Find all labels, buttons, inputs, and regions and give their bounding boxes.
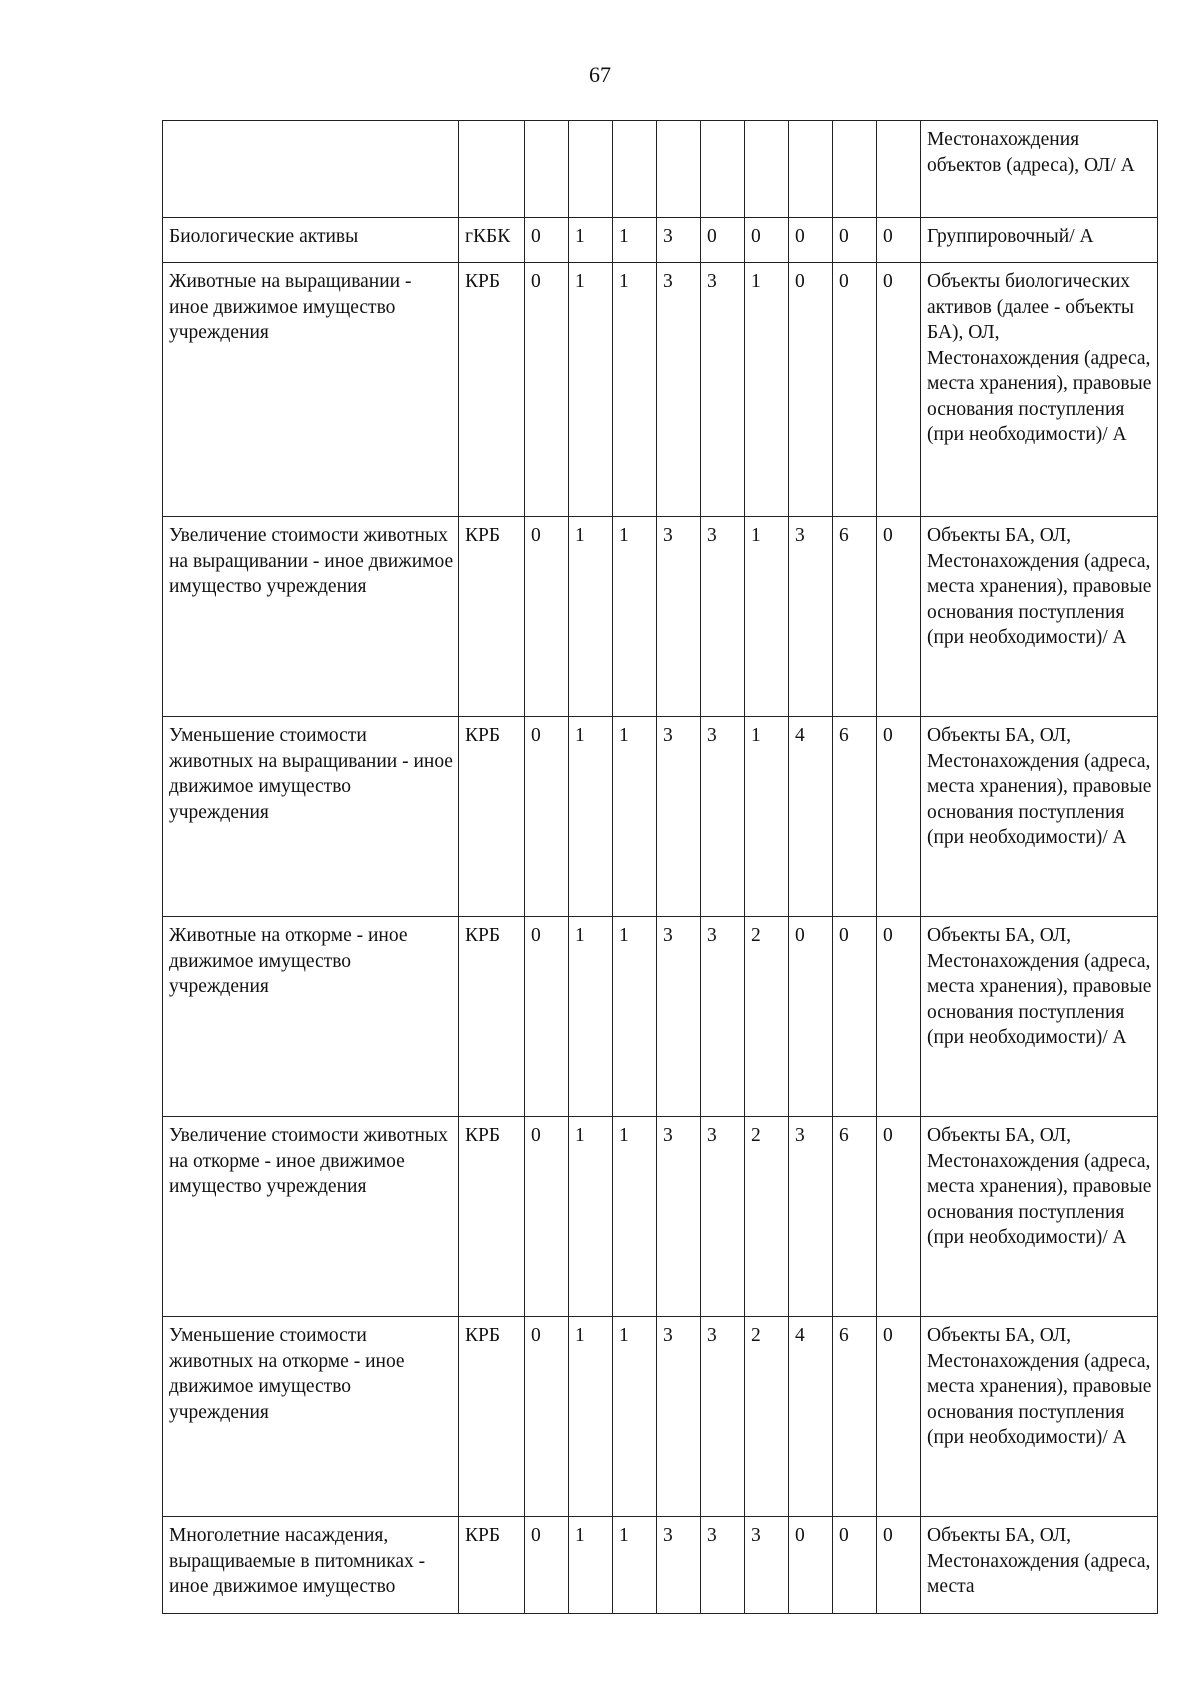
table-row [163, 1317, 1158, 1517]
account-code-digit-cell: 0 [877, 218, 921, 263]
account-name-cell: Уменьшение стоимости животных на откорме - иное движимое имущество учреждения [163, 1317, 459, 1517]
analytics-cell: Местонахождения объектов (адреса), ОЛ/ А [921, 121, 1158, 218]
account-code-digit-cell: 3 [657, 218, 701, 263]
account-code-digit-cell: 1 [569, 717, 613, 917]
account-code-digit-cell: 0 [877, 517, 921, 717]
account-code-digit-cell: 0 [877, 1117, 921, 1317]
account-code-digit-cell [833, 121, 877, 218]
table-row [163, 1517, 1158, 1614]
account-name-cell: Животные на выращивании - иное движимое имущество учреждения [163, 263, 459, 517]
account-code-digit-cell: 0 [789, 917, 833, 1117]
account-code-digit-cell: 1 [745, 263, 789, 517]
table-row [163, 717, 1158, 917]
account-code-digit-cell: 6 [833, 717, 877, 917]
account-code-digit-cell: 3 [657, 917, 701, 1117]
account-code-digit-cell: 1 [569, 1317, 613, 1517]
page-number: 67 [589, 62, 611, 87]
account-code-digit-cell [657, 121, 701, 218]
account-code-digit-cell: 0 [701, 218, 745, 263]
account-code-digit-cell: 1 [569, 1117, 613, 1317]
account-code-digit-cell: 0 [525, 1117, 569, 1317]
account-code-digit-cell: 1 [569, 1517, 613, 1614]
analytics-cell: Объекты БА, ОЛ, Местонахождения (адреса, места хранения), правовые основания поступления (при необходимости)/ А [921, 1117, 1158, 1317]
account-code-digit-cell: 3 [701, 717, 745, 917]
account-code-digit-cell: 3 [657, 1317, 701, 1517]
account-code-digit-cell: 3 [701, 517, 745, 717]
account-code-digit-cell: 2 [745, 1117, 789, 1317]
account-code-digit-cell: 0 [525, 1317, 569, 1517]
account-code-digit-cell: 0 [525, 263, 569, 517]
account-code-digit-cell: 3 [701, 263, 745, 517]
account-code-digit-cell [745, 121, 789, 218]
account-code-digit-cell: 0 [789, 218, 833, 263]
account-code-digit-cell: 1 [613, 1517, 657, 1614]
account-code-digit-cell: 3 [701, 1517, 745, 1614]
account-code-digit-cell: 0 [525, 717, 569, 917]
account-code-digit-cell: 1 [569, 517, 613, 717]
account-code-digit-cell [569, 121, 613, 218]
table-row [163, 121, 1158, 218]
account-code-digit-cell [613, 121, 657, 218]
analytics-cell: Объекты биологических активов (далее - объекты БА), ОЛ, Местонахождения (адреса, места хранения), правовые основания поступления (при необходимости)/ А [921, 263, 1158, 517]
account-type-cell: КРБ [459, 917, 525, 1117]
account-code-digit-cell: 1 [613, 517, 657, 717]
analytics-cell: Объекты БА, ОЛ, Местонахождения (адреса, места хранения), правовые основания поступления (при необходимости)/ А [921, 717, 1158, 917]
account-type-cell: КРБ [459, 1117, 525, 1317]
account-code-digit-cell: 4 [789, 717, 833, 917]
account-code-digit-cell: 0 [877, 717, 921, 917]
account-code-digit-cell: 2 [745, 1317, 789, 1517]
account-name-cell: Уменьшение стоимости животных на выращивании - иное движимое имущество учреждения [163, 717, 459, 917]
analytics-cell: Объекты БА, ОЛ, Местонахождения (адреса, места хранения), правовые основания поступления (при необходимости)/ А [921, 517, 1158, 717]
account-type-cell: КРБ [459, 1317, 525, 1517]
account-code-digit-cell: 6 [833, 1117, 877, 1317]
account-code-digit-cell: 1 [613, 263, 657, 517]
account-code-digit-cell: 1 [613, 218, 657, 263]
account-code-digit-cell: 3 [789, 1117, 833, 1317]
account-code-digit-cell: 3 [701, 1317, 745, 1517]
account-code-digit-cell: 0 [745, 218, 789, 263]
accounts-table [162, 120, 1158, 1614]
account-code-digit-cell: 3 [789, 517, 833, 717]
account-code-digit-cell: 0 [833, 263, 877, 517]
account-code-digit-cell [525, 121, 569, 218]
account-code-digit-cell: 0 [525, 917, 569, 1117]
account-code-digit-cell: 0 [525, 1517, 569, 1614]
account-code-digit-cell [877, 121, 921, 218]
account-code-digit-cell: 0 [833, 1517, 877, 1614]
account-code-digit-cell: 6 [833, 1317, 877, 1517]
analytics-cell: Объекты БА, ОЛ, Местонахождения (адреса, места [921, 1517, 1158, 1614]
account-name-cell: Увеличение стоимости животных на откорме - иное движимое имущество учреждения [163, 1117, 459, 1317]
account-code-digit-cell: 1 [745, 517, 789, 717]
account-code-digit-cell: 1 [569, 218, 613, 263]
account-name-cell [163, 121, 459, 218]
account-code-digit-cell: 1 [613, 717, 657, 917]
analytics-cell: Объекты БА, ОЛ, Местонахождения (адреса, места хранения), правовые основания поступления (при необходимости)/ А [921, 917, 1158, 1117]
table-row [163, 263, 1158, 517]
account-code-digit-cell: 3 [701, 1117, 745, 1317]
account-code-digit-cell: 0 [525, 218, 569, 263]
table-row [163, 1117, 1158, 1317]
account-code-digit-cell: 0 [877, 263, 921, 517]
account-code-digit-cell: 1 [613, 1317, 657, 1517]
account-code-digit-cell: 3 [657, 1117, 701, 1317]
account-type-cell [459, 121, 525, 218]
account-code-digit-cell: 2 [745, 917, 789, 1117]
account-code-digit-cell: 3 [701, 917, 745, 1117]
account-code-digit-cell: 0 [789, 263, 833, 517]
table-row [163, 917, 1158, 1117]
account-type-cell: КРБ [459, 717, 525, 917]
account-code-digit-cell: 3 [745, 1517, 789, 1614]
account-code-digit-cell: 0 [833, 917, 877, 1117]
analytics-cell: Объекты БА, ОЛ, Местонахождения (адреса, места хранения), правовые основания поступления (при необходимости)/ А [921, 1317, 1158, 1517]
account-code-digit-cell: 0 [877, 1517, 921, 1614]
account-code-digit-cell [789, 121, 833, 218]
account-code-digit-cell: 1 [569, 263, 613, 517]
account-code-digit-cell: 3 [657, 1517, 701, 1614]
account-code-digit-cell: 4 [789, 1317, 833, 1517]
table-row [163, 517, 1158, 717]
account-name-cell: Многолетние насаждения, выращиваемые в питомниках - иное движимое имущество [163, 1517, 459, 1614]
account-code-digit-cell: 0 [833, 218, 877, 263]
account-name-cell: Увеличение стоимости животных на выращивании - иное движимое имущество учреждения [163, 517, 459, 717]
account-type-cell: КРБ [459, 517, 525, 717]
account-code-digit-cell: 1 [569, 917, 613, 1117]
account-type-cell: КРБ [459, 263, 525, 517]
account-code-digit-cell: 6 [833, 517, 877, 717]
account-code-digit-cell: 0 [877, 917, 921, 1117]
account-code-digit-cell: 1 [745, 717, 789, 917]
account-code-digit-cell [701, 121, 745, 218]
account-code-digit-cell: 3 [657, 517, 701, 717]
account-type-cell: КРБ [459, 1517, 525, 1614]
account-code-digit-cell: 1 [613, 917, 657, 1117]
account-type-cell: гКБК [459, 218, 525, 263]
account-code-digit-cell: 3 [657, 717, 701, 917]
account-code-digit-cell: 0 [525, 517, 569, 717]
table-row [163, 218, 1158, 263]
account-code-digit-cell: 0 [877, 1317, 921, 1517]
account-name-cell: Биологические активы [163, 218, 459, 263]
analytics-cell: Группировочный/ А [921, 218, 1158, 263]
account-name-cell: Животные на откорме - иное движимое имущество учреждения [163, 917, 459, 1117]
account-code-digit-cell: 3 [657, 263, 701, 517]
account-code-digit-cell: 0 [789, 1517, 833, 1614]
account-code-digit-cell: 1 [613, 1117, 657, 1317]
